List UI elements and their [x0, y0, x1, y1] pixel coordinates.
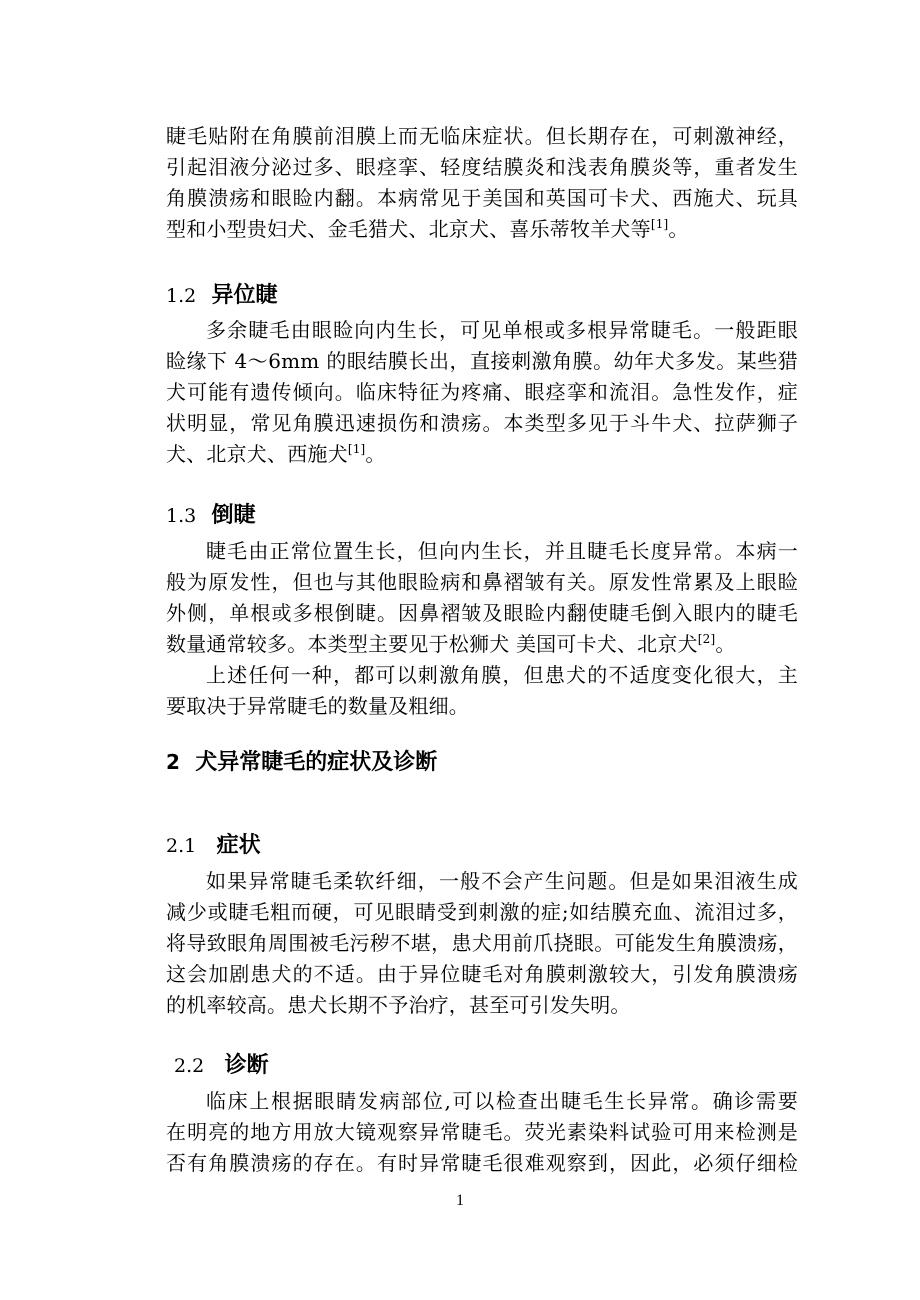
- text-line: 临床上根据眼睛发病部位,可以检查出睫毛生长异常。确诊需要: [206, 1089, 798, 1113]
- text-line: 减少或睫毛粗而硬，可见眼睛受到刺激的症;如结膜充血、流泪过多，: [166, 900, 798, 924]
- text-line: 睑缘下 4～6mm 的眼结膜长出，直接刺激角膜。幼年犬多发。某些猎: [166, 349, 798, 373]
- citation-ref: [1]: [650, 217, 669, 231]
- text-line: 引起泪液分泌过多、眼痉挛、轻度结膜炎和浅表角膜炎等，重者发生: [166, 155, 798, 179]
- section-title: 异位睫: [211, 283, 278, 308]
- section-heading-1-3: [166, 498, 256, 529]
- page-number: 1: [456, 1192, 464, 1209]
- text-line: 外侧，单根或多根倒睫。因鼻褶皱及眼睑内翻使睫毛倒入眼内的睫毛: [166, 601, 798, 625]
- text-segment: 。: [715, 632, 736, 656]
- text-line: 这会加剧患犬的不适。由于异位睫毛对角膜刺激较大，引发角膜溃疡: [166, 962, 798, 986]
- section-title: 倒睫: [211, 503, 256, 528]
- document-page: [166, 0, 798, 1300]
- section-heading-2-2: [174, 1048, 269, 1079]
- text-line: 状明显，常见角膜迅速损伤和溃疡。本类型多见于斗牛犬、拉萨狮子: [166, 411, 798, 435]
- text-line: 否有角膜溃疡的存在。有时异常睫毛很难观察到，因此，必须仔细检: [166, 1151, 798, 1175]
- text-segment: 犬、北京犬、西施犬: [166, 442, 348, 466]
- text-line: 睫毛由正常位置生长，但向内生长，并且睫毛长度异常。本病一: [206, 539, 798, 563]
- section-1-3-paragraph: [166, 536, 798, 660]
- section-heading-2: [166, 745, 437, 776]
- section-number: 1.2: [166, 285, 197, 307]
- text-segment: 数量通常较多。本类型主要见于松狮犬 美国可卡犬、北京犬: [166, 632, 698, 656]
- text-line: 如果异常睫毛柔软纤细，一般不会产生问题。但是如果泪液生成: [206, 869, 798, 893]
- section-title: 犬异常睫毛的症状及诊断: [195, 750, 438, 775]
- citation-ref: [1]: [347, 442, 366, 456]
- text-line: 犬可能有遗传倾向。临床特征为疼痛、眼痉挛和流泪。急性发作，症: [166, 380, 798, 404]
- section-number: 2.1: [166, 835, 197, 857]
- section-2-2-paragraph: [166, 1086, 798, 1179]
- text-segment: 。: [668, 217, 689, 241]
- section-1-3-summary-paragraph: [166, 660, 798, 722]
- text-line: [166, 214, 798, 245]
- intro-paragraph: [166, 121, 798, 245]
- section-1-2-paragraph: [166, 315, 798, 470]
- section-heading-2-1: [166, 828, 261, 859]
- text-line: 的机率较高。患犬长期不予治疗，甚至可引发失明。: [166, 993, 631, 1017]
- text-line: 多余睫毛由眼睑向内生长，可见单根或多根异常睫毛。一般距眼: [206, 318, 798, 342]
- text-line: [166, 629, 798, 660]
- section-number: 2: [166, 750, 180, 774]
- text-segment: 型和小型贵妇犬、金毛猎犬、北京犬、喜乐蒂牧羊犬等: [166, 217, 651, 241]
- section-heading-1-2: [166, 278, 278, 309]
- section-2-1-paragraph: [166, 866, 798, 1021]
- text-line: 角膜溃疡和眼睑内翻。本病常见于美国和英国可卡犬、西施犬、玩具: [166, 186, 798, 210]
- text-line: 要取决于异常睫毛的数量及粗细。: [166, 694, 469, 718]
- text-line: 睫毛贴附在角膜前泪膜上而无临床症状。但长期存在，可刺激神经，: [166, 124, 798, 148]
- text-segment: 。: [365, 442, 386, 466]
- text-line: 般为原发性，但也与其他眼睑病和鼻褶皱有关。原发性常累及上眼睑: [166, 570, 798, 594]
- text-line: 在明亮的地方用放大镜观察异常睫毛。荧光素染料试验可用来检测是: [166, 1120, 798, 1144]
- text-line: [166, 439, 798, 470]
- text-line: 将导致眼角周围被毛污秽不堪，患犬用前爪挠眼。可能发生角膜溃疡，: [166, 931, 798, 955]
- section-number: 1.3: [166, 505, 197, 527]
- text-line: 上述任何一种，都可以刺激角膜，但患犬的不适度变化很大，主: [206, 663, 798, 687]
- section-number: 2.2: [174, 1055, 205, 1077]
- section-title: 诊断: [224, 1053, 269, 1078]
- citation-ref: [2]: [697, 632, 716, 646]
- section-title: 症状: [216, 833, 261, 858]
